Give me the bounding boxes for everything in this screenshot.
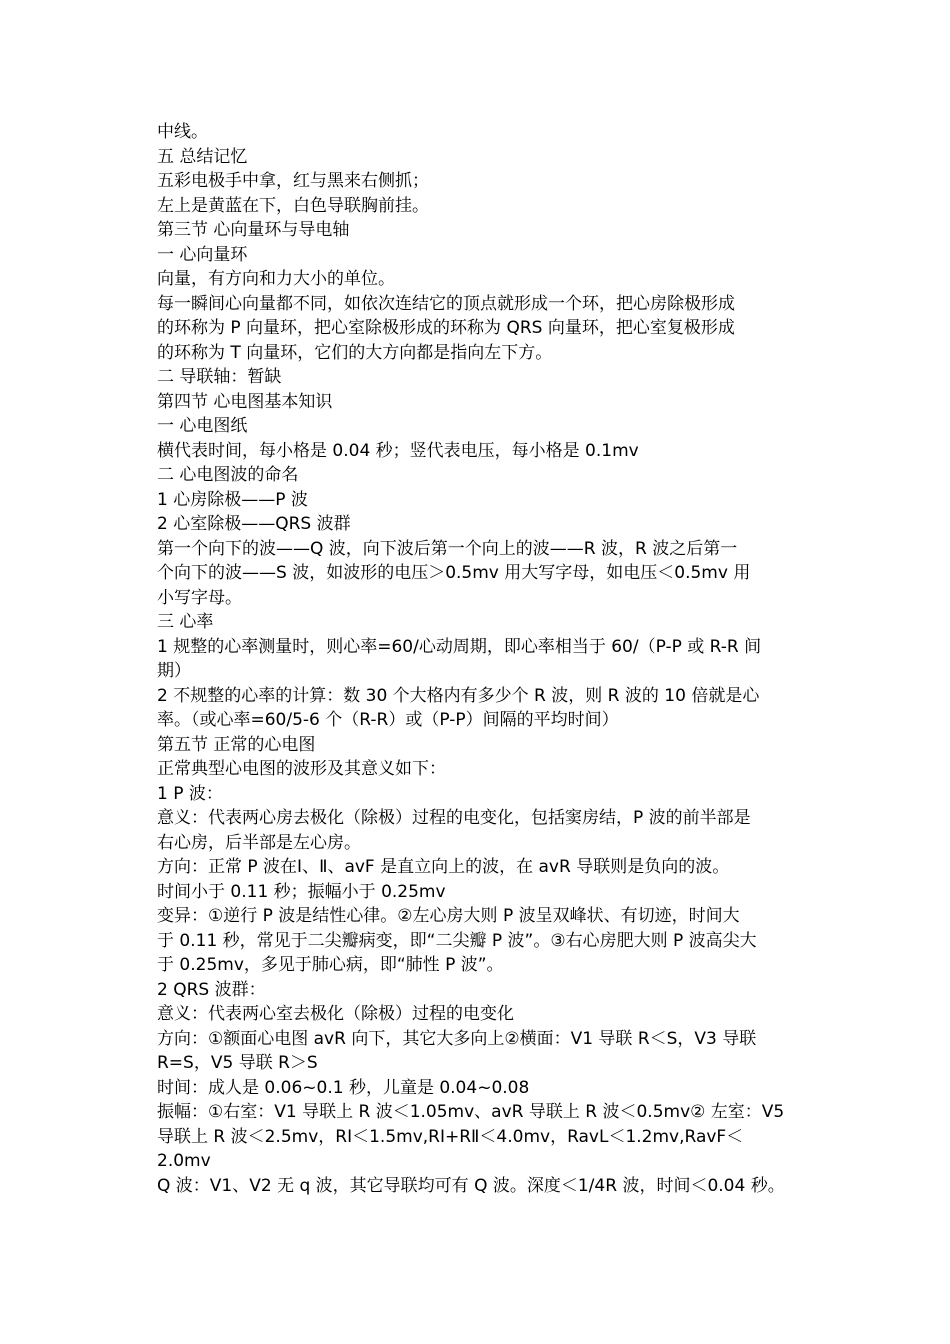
text-line: 右心房，后半部是左心房。 — [157, 832, 361, 853]
section-heading: 第五节 正常的心电图 — [157, 734, 316, 755]
text-line: 于 0.11 秒，常见于二尖瓣病变，即“二尖瓣 P 波”。③右心房肥大则 P 波高尖大 — [157, 930, 757, 951]
text-line: 左上是黄蓝在下，白色导联胸前挂。 — [157, 195, 429, 216]
text-line: 意义：代表两心室去极化（除极）过程的电变化 — [157, 1004, 514, 1024]
text-line: 中线。 — [157, 122, 208, 142]
text-line: 小写字母。 — [157, 587, 242, 608]
text-line: 2 心室除极——QRS 波群 — [157, 514, 351, 534]
section-heading: 一 心电图纸 — [157, 416, 248, 436]
text-line: 的环称为 P 向量环，把心室除极形成的环称为 QRS 向量环，把心室复极形成 — [157, 318, 735, 338]
section-heading: 二 心电图波的命名 — [157, 465, 299, 485]
text-line: 正常典型心电图的波形及其意义如下： — [157, 759, 446, 779]
text-line: 时间：成人是 0.06~0.1 秒，儿童是 0.04~0.08 — [157, 1077, 530, 1098]
document-body — [157, 120, 797, 1198]
section-heading: 一 心向量环 — [157, 244, 248, 265]
text-line: 方向：正常 P 波在Ⅰ、Ⅱ、avF 是直立向上的波，在 avR 导联则是负向的波。 — [157, 857, 730, 877]
text-line: 意义：代表两心房去极化（除极）过程的电变化，包括窦房结，P 波的前半部是 — [157, 808, 751, 828]
section-heading: 第四节 心电图基本知识 — [157, 391, 333, 412]
text-line: 率。（或心率=60/5-6 个（R-R）或（P-P）间隔的平均时间） — [157, 710, 619, 730]
text-line: 第一个向下的波——Q 波，向下波后第一个向上的波——R 波，R 波之后第一 — [157, 538, 738, 559]
section-heading: 三 心率 — [157, 612, 214, 632]
text-line: 方向：①额面心电图 avR 向下，其它大多向上②横面：V1 导联 R＜S，V3 导联 — [157, 1028, 757, 1049]
text-line: 的环称为 T 向量环，它们的大方向都是指向左下方。 — [157, 342, 553, 363]
text-line: 振幅：①右室：V1 导联上 R 波＜1.05mv、avR 导联上 R 波＜0.5mv② 左室：V5 — [157, 1102, 785, 1122]
text-line: 导联上 R 波＜2.5mv，RⅠ＜1.5mv,RⅠ+RⅡ＜4.0mv，RavL＜1.2mv,RavF＜ — [157, 1126, 744, 1147]
text-line: 横代表时间，每小格是 0.04 秒；竖代表电压，每小格是 0.1mv — [157, 440, 639, 461]
text-line: 五彩电极手中拿，红与黑来右侧抓； — [157, 171, 429, 191]
text-line: 个向下的波——S 波，如波形的电压＞0.5mv 用大写字母，如电压＜0.5mv 用 — [157, 563, 751, 583]
text-line: 每一瞬间心向量都不同，如依次连结它的顶点就形成一个环，把心房除极形成 — [157, 293, 735, 314]
text-line: 1 P 波： — [157, 783, 223, 804]
text-line: 2 QRS 波群： — [157, 979, 266, 1000]
text-line: R=S，V5 导联 R＞S — [157, 1053, 318, 1073]
section-heading: 二 导联轴：暂缺 — [157, 367, 282, 387]
text-line: 2 不规整的心率的计算：数 30 个大格内有多少个 R 波，则 R 波的 10 倍就是心 — [157, 685, 760, 706]
section-heading: 五 总结记忆 — [157, 146, 248, 167]
text-line: 1 规整的心率测量时，则心率=60/心动周期，即心率相当于 60/（P-P 或 R-R 间 — [157, 636, 762, 657]
text-line: 变异：①逆行 P 波是结性心律。②左心房大则 P 波呈双峰状、有切迹，时间大 — [157, 906, 740, 926]
text-line: 2.0mv — [157, 1151, 211, 1171]
text-line: 向量，有方向和力大小的单位。 — [157, 269, 395, 289]
text-line: 于 0.25mv，多见于肺心病，即“肺性 P 波”。 — [157, 955, 504, 975]
text-line: Q 波：V1、V2 无 q 波，其它导联均可有 Q 波。深度＜1/4R 波，时间＜0.04 秒。 — [157, 1175, 785, 1196]
text-line: 1 心房除极——P 波 — [157, 489, 308, 510]
text-line: 时间小于 0.11 秒；振幅小于 0.25mv — [157, 881, 446, 902]
text-line: 期） — [157, 661, 191, 681]
section-heading: 第三节 心向量环与导电轴 — [157, 220, 350, 240]
